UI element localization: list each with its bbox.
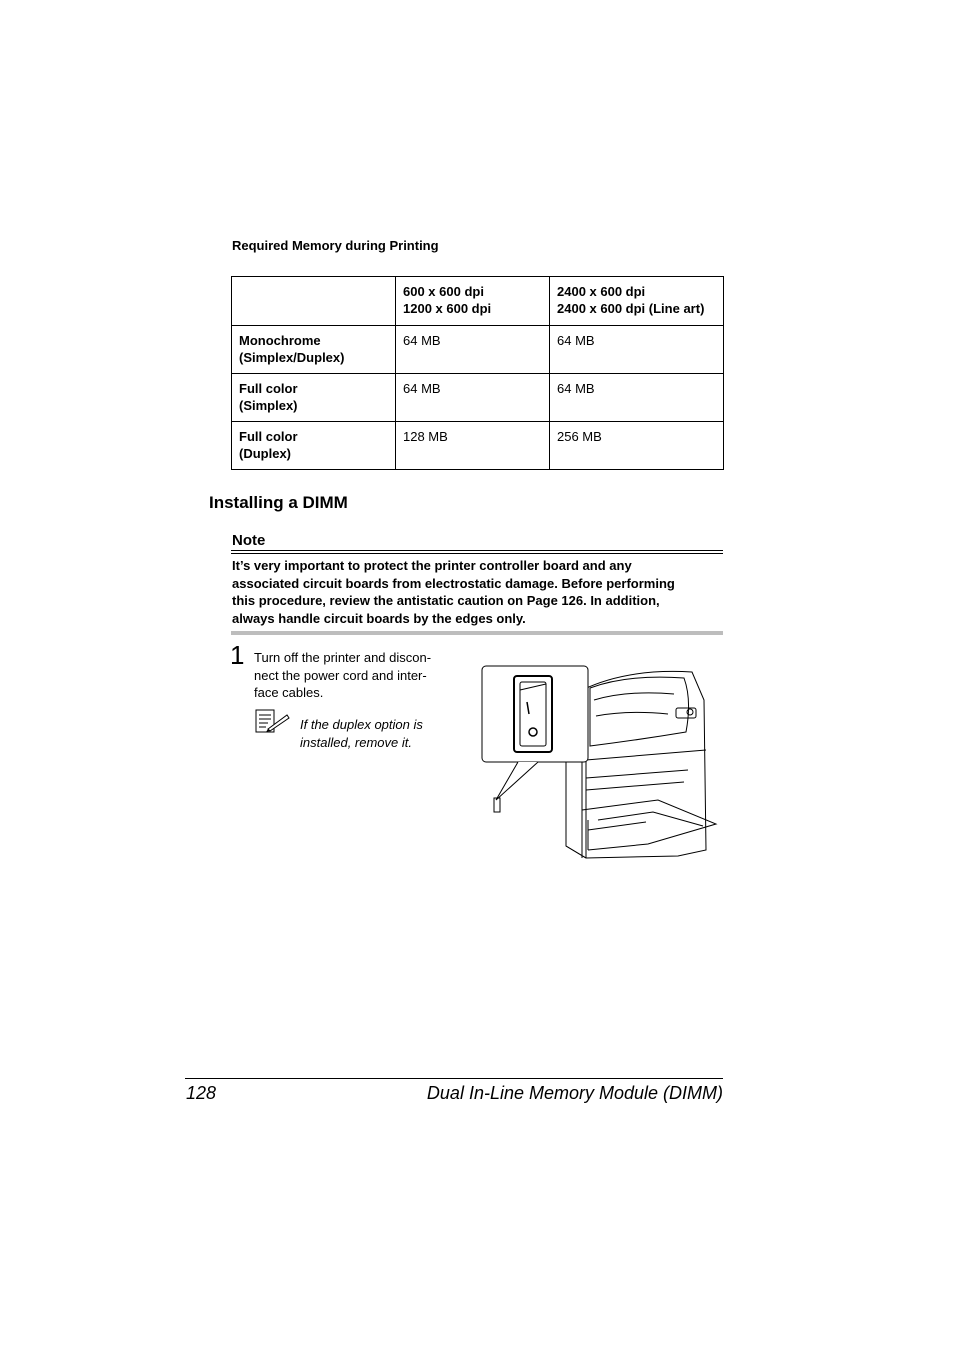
header-text: 2400 x 600 dpi xyxy=(557,284,646,299)
table-row xyxy=(232,374,724,422)
note-body xyxy=(232,557,724,627)
header-text: 1200 x 600 dpi xyxy=(403,301,492,316)
table-header-cell xyxy=(550,277,724,326)
note-bottom-bar xyxy=(231,631,723,635)
note-line: always handle circuit boards by the edges only. xyxy=(232,610,526,626)
header-text: 2400 x 600 dpi (Line art) xyxy=(557,301,705,316)
row-label: (Simplex) xyxy=(239,398,298,413)
table-cell: 64 MB xyxy=(550,326,724,374)
section-heading: Installing a DIMM xyxy=(209,493,348,512)
row-label: Full color xyxy=(239,429,298,444)
row-label: Full color xyxy=(239,381,298,396)
table-cell: 64 MB xyxy=(396,326,550,374)
table-cell: 64 MB xyxy=(550,374,724,422)
row-label-cell xyxy=(232,422,396,470)
note-divider xyxy=(231,550,723,551)
table-caption: Required Memory during Printing xyxy=(232,238,439,253)
table-header-empty-cell xyxy=(232,277,396,326)
table-row xyxy=(232,326,724,374)
table-cell: 64 MB xyxy=(396,374,550,422)
table-cell: 128 MB xyxy=(396,422,550,470)
note-pencil-icon xyxy=(254,709,290,735)
table-header-cell xyxy=(396,277,550,326)
step-line: nect the power cord and inter- xyxy=(254,667,427,683)
page-number: 128 xyxy=(186,1083,217,1103)
tip-line: If the duplex option is xyxy=(300,717,423,732)
header-text: 600 x 600 dpi xyxy=(403,284,484,299)
step-line: face cables. xyxy=(254,685,324,700)
note-title: Note xyxy=(232,532,266,549)
note-divider xyxy=(231,553,723,554)
row-label: (Duplex) xyxy=(239,446,291,461)
row-label: Monochrome xyxy=(239,333,321,348)
note-line: It’s very important to protect the printer controller board and any xyxy=(232,558,632,573)
footer-divider xyxy=(185,1078,723,1079)
row-label-cell xyxy=(232,374,396,422)
printer-power-switch-illustration xyxy=(478,660,723,872)
table-cell: 256 MB xyxy=(550,422,724,470)
tip-line: installed, remove it. xyxy=(300,735,412,750)
step-number: 1 xyxy=(230,640,245,670)
row-label-cell xyxy=(232,326,396,374)
note-line: associated circuit boards from electrostatic damage. Before performing xyxy=(232,575,675,591)
table-row xyxy=(232,422,724,470)
step-line: Turn off the printer and discon- xyxy=(254,650,432,665)
tip-text xyxy=(300,716,460,752)
memory-table xyxy=(231,276,724,470)
step-text xyxy=(254,649,459,702)
table-header-row xyxy=(232,277,724,326)
note-line: this procedure, review the antistatic caution on Page 126. In addition, xyxy=(232,593,660,608)
footer-title: Dual In-Line Memory Module (DIMM) xyxy=(426,1083,723,1103)
row-label: (Simplex/Duplex) xyxy=(239,350,345,365)
